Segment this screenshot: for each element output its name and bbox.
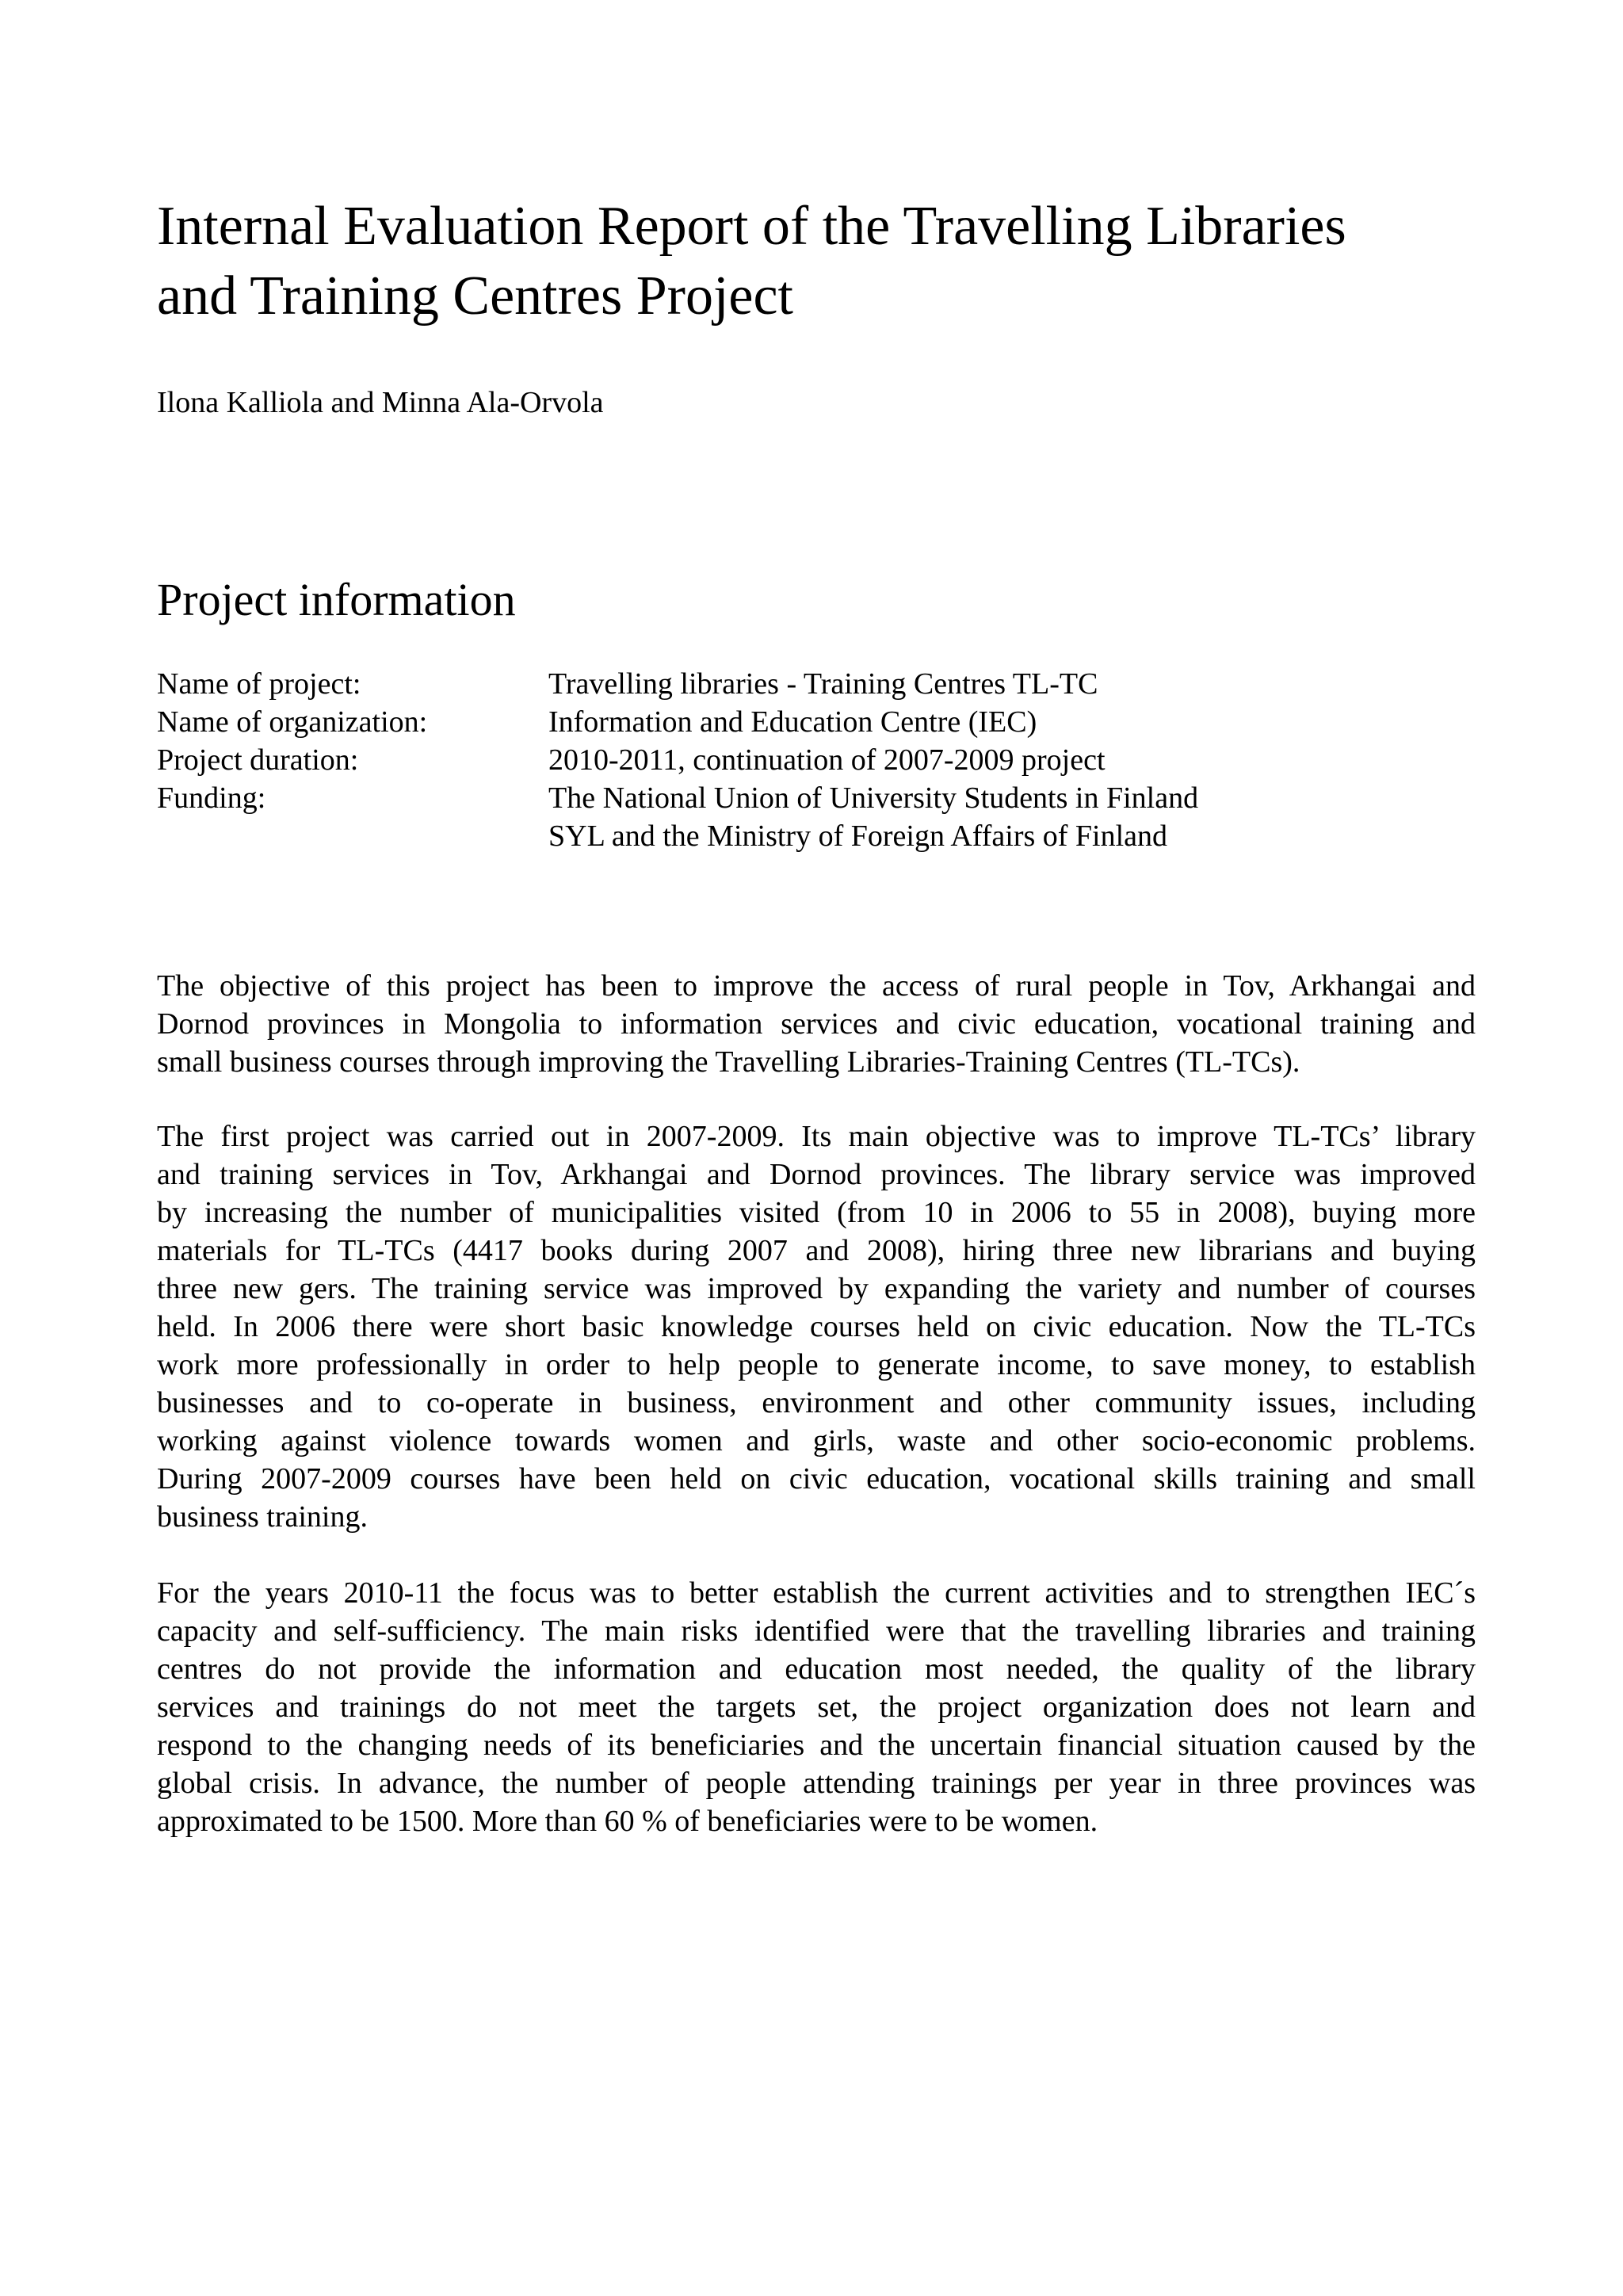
paragraph-line: and training services in Tov, Arkhangai and Dornod provinces. The library service was improved [157,1158,1476,1191]
paragraph-line: small business courses through improving the Travelling Libraries-Training Centres (TL-TCs). [157,1045,1300,1079]
info-value [548,779,1476,855]
paragraph-line: capacity and self-sufficiency. The main risks identified were that the travelling libraries and training [157,1614,1476,1648]
first-project-paragraph [157,1117,1476,1536]
paragraph-line: Dornod provinces in Mongolia to information services and civic education, vocational training and [157,1007,1476,1041]
paragraph-line: businesses and to co-operate in business, environment and other community issues, including [157,1386,1476,1419]
paragraph-line: respond to the changing needs of its beneficiaries and the uncertain financial situation caused by the [157,1729,1476,1762]
document-title-line: and Training Centres Project [157,266,793,327]
info-value [548,741,1476,779]
paragraph-line: materials for TL-TCs (4417 books during 2007 and 2008), hiring three new librarians and buying [157,1234,1476,1267]
paragraph-line: working against violence towards women and girls, waste and other socio-economic problems. [157,1424,1476,1457]
info-label: Funding: [157,781,266,815]
current-focus-paragraph [157,1574,1476,1840]
info-value-line: SYL and the Ministry of Foreign Affairs of Finland [548,819,1168,853]
objective-paragraph [157,967,1476,1081]
section-heading: Project information [157,574,516,625]
project-info-table [157,665,1476,855]
paragraph [157,967,1476,1081]
paragraph-line: The first project was carried out in 2007-2009. Its main objective was to improve TL-TCs’ library [157,1120,1476,1153]
paragraph-line: approximated to be 1500. More than 60 % of beneficiaries were to be women. [157,1805,1098,1838]
paragraph-line: work more professionally in order to help people to generate income, to save money, to establish [157,1348,1476,1381]
info-row-funding [157,779,1476,855]
paragraph-line: services and trainings do not meet the targets set, the project organization does not learn and [157,1690,1476,1724]
info-label: Name of project: [157,667,361,701]
info-value-line: The National Union of University Students in Finland [548,781,1199,815]
info-value-line: 2010-2011, continuation of 2007-2009 project [548,743,1106,777]
info-value-line: Information and Education Centre (IEC) [548,705,1037,739]
paragraph-line: centres do not provide the information and education most needed, the quality of the library [157,1652,1476,1686]
document-title-line: Internal Evaluation Report of the Travelling Libraries [157,196,1346,257]
info-row-project-name [157,665,1476,703]
document-title [157,192,1504,331]
paragraph-line: For the years 2010-11 the focus was to better establish the current activities and to strengthen IEC´s [157,1576,1476,1610]
info-label: Project duration: [157,743,359,777]
paragraph-line: held. In 2006 there were short basic knowledge courses held on civic education. Now the TL-TCs [157,1310,1476,1343]
paragraph-line: three new gers. The training service was improved by expanding the variety and number of courses [157,1272,1476,1305]
paragraph [157,1574,1476,1840]
authors-line: Ilona Kalliola and Minna Ala-Orvola [157,386,604,419]
info-row-duration [157,741,1476,779]
info-value-line: Travelling libraries - Training Centres TL-TC [548,667,1098,701]
paragraph-line: business training. [157,1500,368,1534]
info-value [548,703,1476,741]
info-value [548,665,1476,703]
info-label: Name of organization: [157,705,428,739]
paragraph [157,1117,1476,1536]
paragraph-line: global crisis. In advance, the number of people attending trainings per year in three provinces was [157,1767,1476,1800]
paragraph-line: by increasing the number of municipalities visited (from 10 in 2006 to 55 in 2008), buying more [157,1196,1476,1229]
paragraph-line: During 2007-2009 courses have been held on civic education, vocational skills training and small [157,1462,1476,1496]
paragraph-line: The objective of this project has been to improve the access of rural people in Tov, Arkhangai and [157,969,1476,1003]
info-row-organization [157,703,1476,741]
